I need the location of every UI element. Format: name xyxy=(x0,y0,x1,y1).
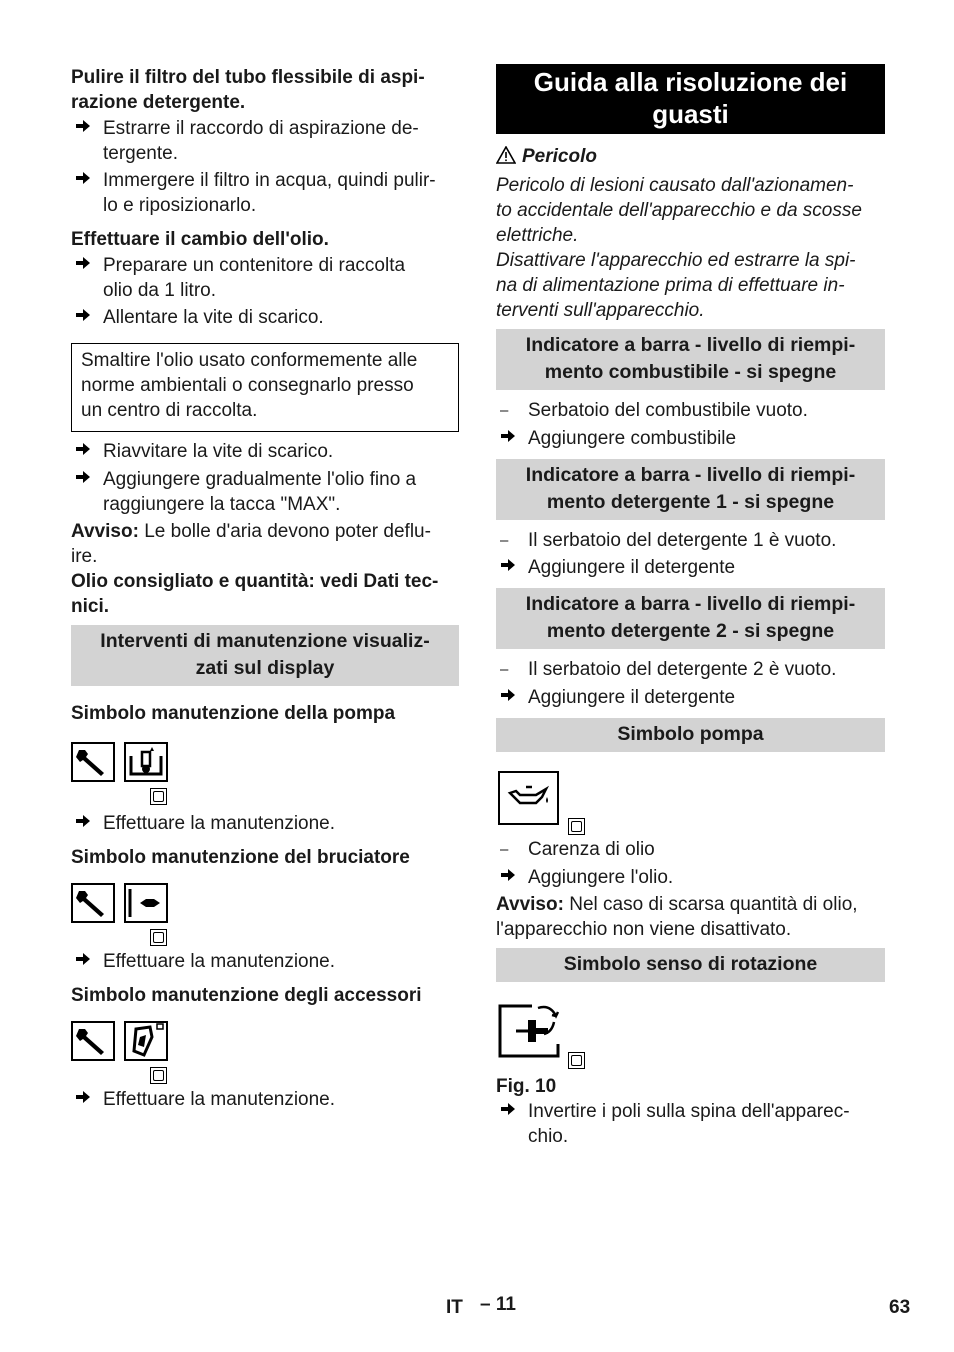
arrow-right-icon xyxy=(75,116,95,141)
oil-can-icon xyxy=(498,771,559,825)
arrow-right-icon xyxy=(500,426,520,451)
list-item: Aggiungere il detergente xyxy=(496,555,885,580)
dash-icon: – xyxy=(500,532,509,549)
section-heading-maintenance: Interventi di manutenzione visualiz- zati sul display xyxy=(71,625,459,686)
list-item: – Il serbatoio del detergente 2 è vuoto. xyxy=(500,659,837,680)
wrench-icon xyxy=(71,1021,115,1061)
display-indicator-icon xyxy=(150,1067,167,1084)
list-item: Aggiungere l'olio. xyxy=(496,865,885,890)
subheading-burner-maintenance: Simbolo manutenzione del bruciatore xyxy=(71,847,410,868)
figure-label: Fig. 10 xyxy=(496,1076,557,1097)
wrench-icon xyxy=(71,883,115,923)
page-title: Guida alla risoluzione dei guasti xyxy=(496,64,885,134)
list-item: – Carenza di olio xyxy=(500,839,655,860)
note-box: Smaltire l'olio usato conformemente alle norme ambientali o consegnarlo presso un centro di raccolta. xyxy=(71,343,459,432)
danger-text: Pericolo di lesioni causato dall'azionamen- to accidentale dell'apparecchio e da scosse elettriche. Disattivare l'apparecchio ed estrarre la spi- na di alimentazione prima di effettuare in- terventi sull'apparecchio. xyxy=(496,175,862,321)
arrow-right-icon xyxy=(75,253,95,278)
list-item: Estrarre il raccordo di aspirazione de- tergente. xyxy=(71,116,459,166)
list-item: Preparare un contenitore di raccolta olio da 1 litro. xyxy=(71,253,459,303)
wrench-icon xyxy=(71,742,115,782)
rotation-plug-icon xyxy=(498,1000,562,1060)
arrow-right-icon xyxy=(500,555,520,580)
list-item: Immergere il filtro in acqua, quindi pulir- lo e riposizionarlo. xyxy=(71,168,459,218)
footer-page-number: 63 xyxy=(889,1297,911,1318)
dash-icon: – xyxy=(500,402,509,419)
arrow-right-icon xyxy=(75,168,95,193)
list-item: Effettuare la manutenzione. xyxy=(71,949,459,974)
section-heading-detergent-1: Indicatore a barra - livello di riempi- mento detergente 1 - si spegne xyxy=(496,459,885,520)
warning-triangle-icon xyxy=(496,146,516,171)
list-item: Invertire i poli sulla spina dell'apparec- chio. xyxy=(496,1099,885,1149)
list-item: – Serbatoio del combustibile vuoto. xyxy=(500,400,808,421)
arrow-right-icon xyxy=(75,439,95,464)
burner-icon xyxy=(124,883,168,923)
list-item: Aggiungere combustibile xyxy=(496,426,885,451)
arrow-right-icon xyxy=(75,305,95,330)
arrow-right-icon xyxy=(500,1099,520,1124)
arrow-right-icon xyxy=(500,685,520,710)
dash-icon: – xyxy=(500,661,509,678)
footer-local-page: – 11 xyxy=(480,1294,516,1315)
subheading-accessories-maintenance: Simbolo manutenzione degli accessori xyxy=(71,985,422,1006)
list-item: Effettuare la manutenzione. xyxy=(71,811,459,836)
notice-text: Avviso: Le bolle d'aria devono poter deflu- ire. xyxy=(71,521,431,567)
subheading-pump-maintenance: Simbolo manutenzione della pompa xyxy=(71,703,396,724)
arrow-right-icon xyxy=(75,949,95,974)
arrow-right-icon xyxy=(75,811,95,836)
spray-gun-icon xyxy=(124,1021,168,1061)
section-heading-fuel: Indicatore a barra - livello di riempi- mento combustibile - si spegne xyxy=(496,329,885,390)
display-indicator-icon xyxy=(150,788,167,805)
heading-clean-filter: Pulire il filtro del tubo flessibile di aspi- razione detergente. xyxy=(71,67,425,113)
arrow-right-icon xyxy=(75,1087,95,1112)
oil-recommendation: Olio consigliato e quantità: vedi Dati tec- nici. xyxy=(71,571,439,617)
footer-language: IT xyxy=(446,1297,463,1318)
dash-icon: – xyxy=(500,841,509,858)
arrow-right-icon xyxy=(500,865,520,890)
list-item: Allentare la vite di scarico. xyxy=(71,305,459,330)
notice-text: Avviso: Nel caso di scarsa quantità di olio, l'apparecchio non viene disattivato. xyxy=(496,894,858,940)
list-item: – Il serbatoio del detergente 1 è vuoto. xyxy=(500,530,837,551)
display-indicator-icon xyxy=(568,818,585,835)
display-indicator-icon xyxy=(150,929,167,946)
list-item: Aggiungere il detergente xyxy=(496,685,885,710)
display-indicator-icon xyxy=(568,1052,585,1069)
pump-icon xyxy=(124,742,168,782)
arrow-right-icon xyxy=(75,467,95,492)
section-heading-detergent-2: Indicatore a barra - livello di riempi- mento detergente 2 - si spegne xyxy=(496,588,885,649)
section-heading-rotation-symbol: Simbolo senso di rotazione xyxy=(496,948,885,982)
section-heading-pump-symbol: Simbolo pompa xyxy=(496,718,885,752)
heading-oil-change: Effettuare il cambio dell'olio. xyxy=(71,229,329,250)
list-item: Aggiungere gradualmente l'olio fino a raggiungere la tacca "MAX". xyxy=(71,467,459,517)
list-item: Riavvitare la vite di scarico. xyxy=(71,439,459,464)
danger-heading: Pericolo xyxy=(496,144,597,171)
list-item: Effettuare la manutenzione. xyxy=(71,1087,459,1112)
